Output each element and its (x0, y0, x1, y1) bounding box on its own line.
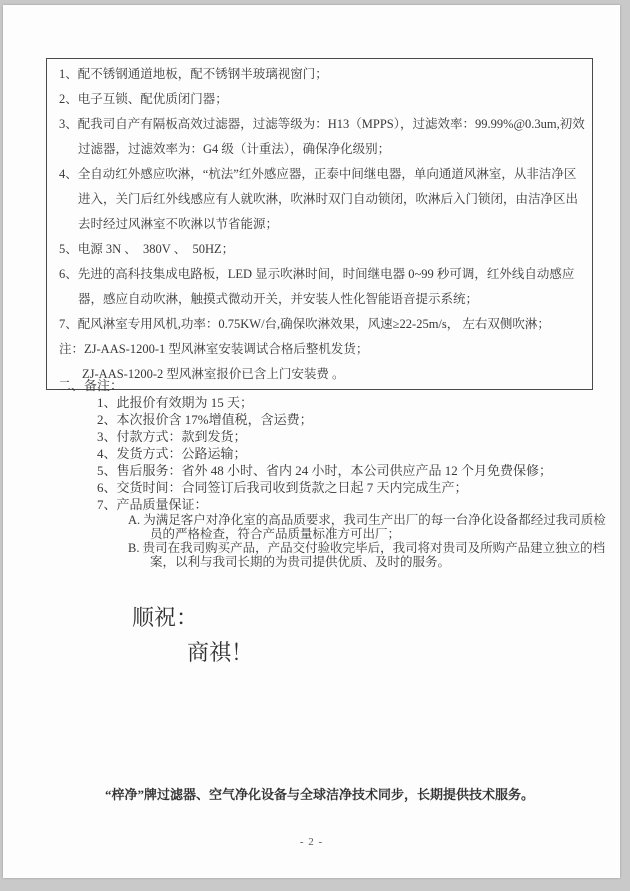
remark-item-4: 4、发货方式：公路运输； (97, 446, 247, 461)
remarks-section (3, 377, 620, 569)
closing-line-shunzhu: 顺祝： (132, 605, 199, 630)
spec-item-7: 7、配风淋室专用风机,功率：0.75KW/台,确保吹淋效果，风速≥22-25m/s， 左右双侧吹淋； (59, 317, 550, 331)
spec-note-1: 注：ZJ-AAS-1200-1 型风淋室安装调试合格后整机发货； (59, 342, 369, 356)
remark-item-2: 2、本次报价含 17%增值税，含运费； (97, 412, 313, 427)
remark-item-7: 7、产品质量保证： (97, 497, 208, 512)
quality-guarantee-b: B. 贵司在我司购买产品，产品交付验收完毕后，我司将对贵司及所购产品建立独立的档案，以利与我司长期的为贵司提供优质、及时的服务。 (128, 541, 606, 569)
spec-item-2: 2、电子互锁、配优质闭门器； (59, 92, 228, 106)
quality-guarantee-a: A. 为满足客户对净化室的高品质要求，我司生产出厂的每一台净化设备都经过我司质检员的严格检查，符合产品质量标准方可出厂； (128, 513, 606, 541)
spec-item-1: 1、配不锈钢通道地板，配不锈钢半玻璃视窗门； (59, 67, 328, 81)
spec-note-2: ZJ-AAS-1200-2 型风淋室报价已含上门安装费 。 (82, 367, 345, 381)
spec-item-6: 6、先进的高科技集成电路板，LED 显示吹淋时间，时间继电器 0~99 秒可调，红外线自动感应器，感应自动吹淋，触摸式微动开关，并安装人性化智能语音提示系统； (59, 267, 575, 306)
footer-slogan: “梓净”牌过滤器、空气净化设备与全球洁净技术同步，长期提供技术服务。 (105, 787, 535, 802)
remark-item-1: 1、此报价有效期为 15 天； (97, 395, 254, 410)
document-page (3, 5, 620, 878)
remark-item-6: 6、交货时间：合同签订后我司收到货款之日起 7 天内完成生产； (97, 480, 468, 495)
page-number: - 2 - (299, 836, 324, 848)
spec-item-3: 3、配我司自产有隔板高效过滤器，过滤等级为：H13（MPPS），过滤效率：99.99%@0.3um,初效过滤器，过滤效率为：G4 级（计重法），确保净化级别； (59, 117, 585, 156)
spec-box (46, 58, 593, 390)
spec-item-4: 4、全自动红外感应吹淋，“杭法”红外感应器，正泰中间继电器，单向通道风淋室，从非洁净区进入，关门后红外线感应有人就吹淋，吹淋时双门自动锁闭，吹淋后入门锁闭，由洁净区出去时经过风淋室不吹淋以节省能源； (59, 167, 579, 231)
remarks-heading: 二、备注： (58, 378, 124, 393)
spec-item-5: 5、电源 3N 、 380V 、 50HZ； (59, 242, 235, 256)
closing-salutation (132, 600, 253, 670)
closing-line-shangqi: 商祺！ (187, 640, 254, 665)
remark-item-3: 3、付款方式：款到发货； (97, 429, 247, 444)
remark-item-5: 5、售后服务：省外 48 小时、省内 24 小时，本公司供应产品 12 个月免费保修； (97, 463, 553, 478)
